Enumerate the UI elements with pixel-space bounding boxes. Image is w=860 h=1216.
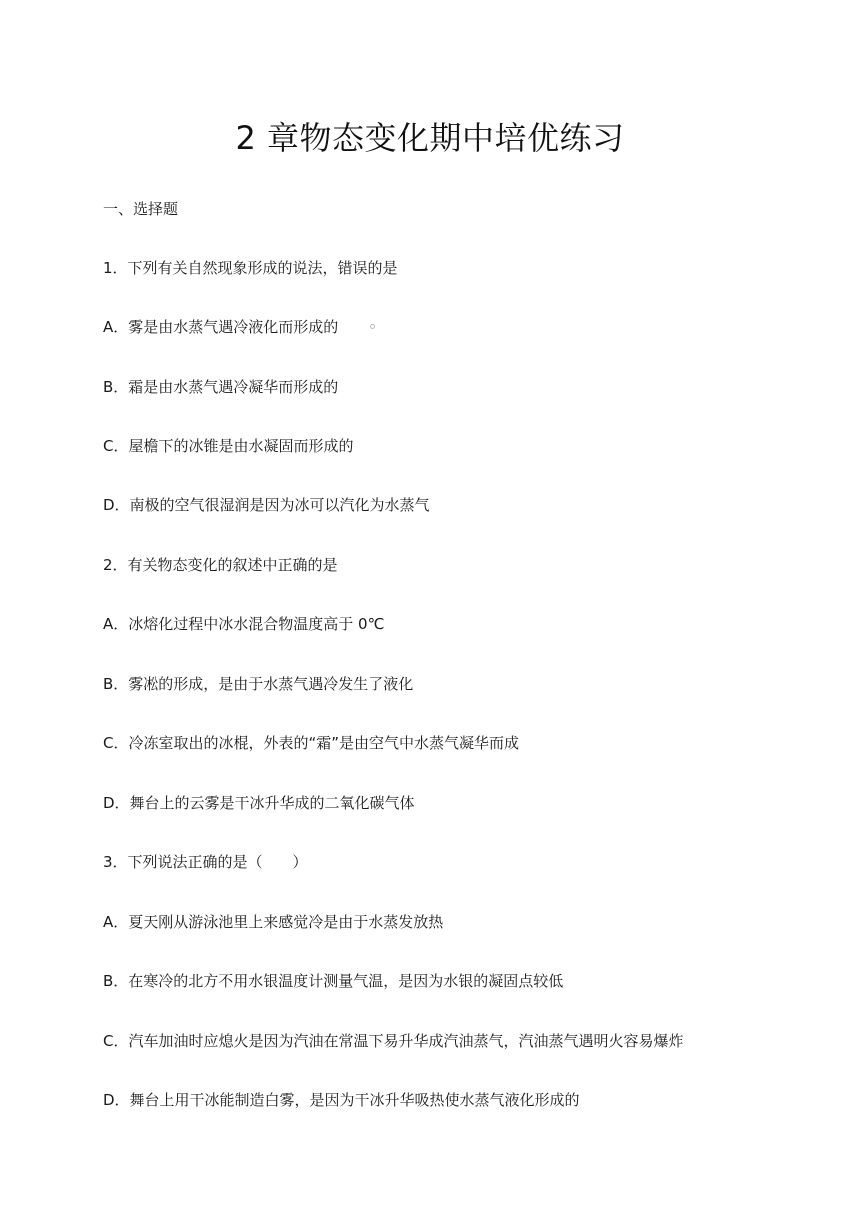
question-1-option-a: A．雾是由水蒸气遇冷液化而形成的	[103, 318, 339, 336]
question-3-option-c: C．汽车加油时应熄火是因为汽油在常温下易升华成汽油蒸气，汽油蒸气遇明火容易爆炸	[103, 1032, 684, 1050]
question-2-option-c: C．冷冻室取出的冰棍，外表的“霜”是由空气中水蒸气凝华而成	[103, 734, 520, 752]
question-3-option-d: D．舞台上用干冰能制造白雾，是因为干冰升华吸热使水蒸气液化形成的	[103, 1091, 580, 1109]
question-1-stem: 1．下列有关自然现象形成的说法，错误的是	[103, 259, 398, 277]
question-2-stem: 2．有关物态变化的叙述中正确的是	[103, 556, 338, 574]
question-3-option-a: A．夏天刚从游泳池里上来感觉冷是由于水蒸发放热	[103, 913, 444, 931]
question-2-option-a: A．冰熔化过程中冰水混合物温度高于 0℃	[103, 615, 385, 633]
section-heading: 一、选择题	[103, 200, 179, 218]
question-3-option-b: B．在寒冷的北方不用水银温度计测量气温，是因为水银的凝固点较低	[103, 972, 564, 990]
question-2-option-d: D．舞台上的云雾是干冰升华成的二氧化碳气体	[103, 794, 415, 812]
page-title: 2 章物态变化期中培优练习	[235, 119, 625, 157]
question-1-option-d: D．南极的空气很湿润是因为冰可以汽化为水蒸气	[103, 496, 430, 514]
question-1-option-b: B．霜是由水蒸气遇冷凝华而形成的	[103, 378, 339, 396]
question-2-option-b: B．雾凇的形成，是由于水蒸气遇冷发生了液化	[103, 675, 414, 693]
stray-mark	[370, 324, 375, 329]
question-1-option-c: C．屋檐下的冰锥是由水凝固而形成的	[103, 437, 354, 455]
question-3-stem: 3．下列说法正确的是（ ）	[103, 853, 308, 871]
